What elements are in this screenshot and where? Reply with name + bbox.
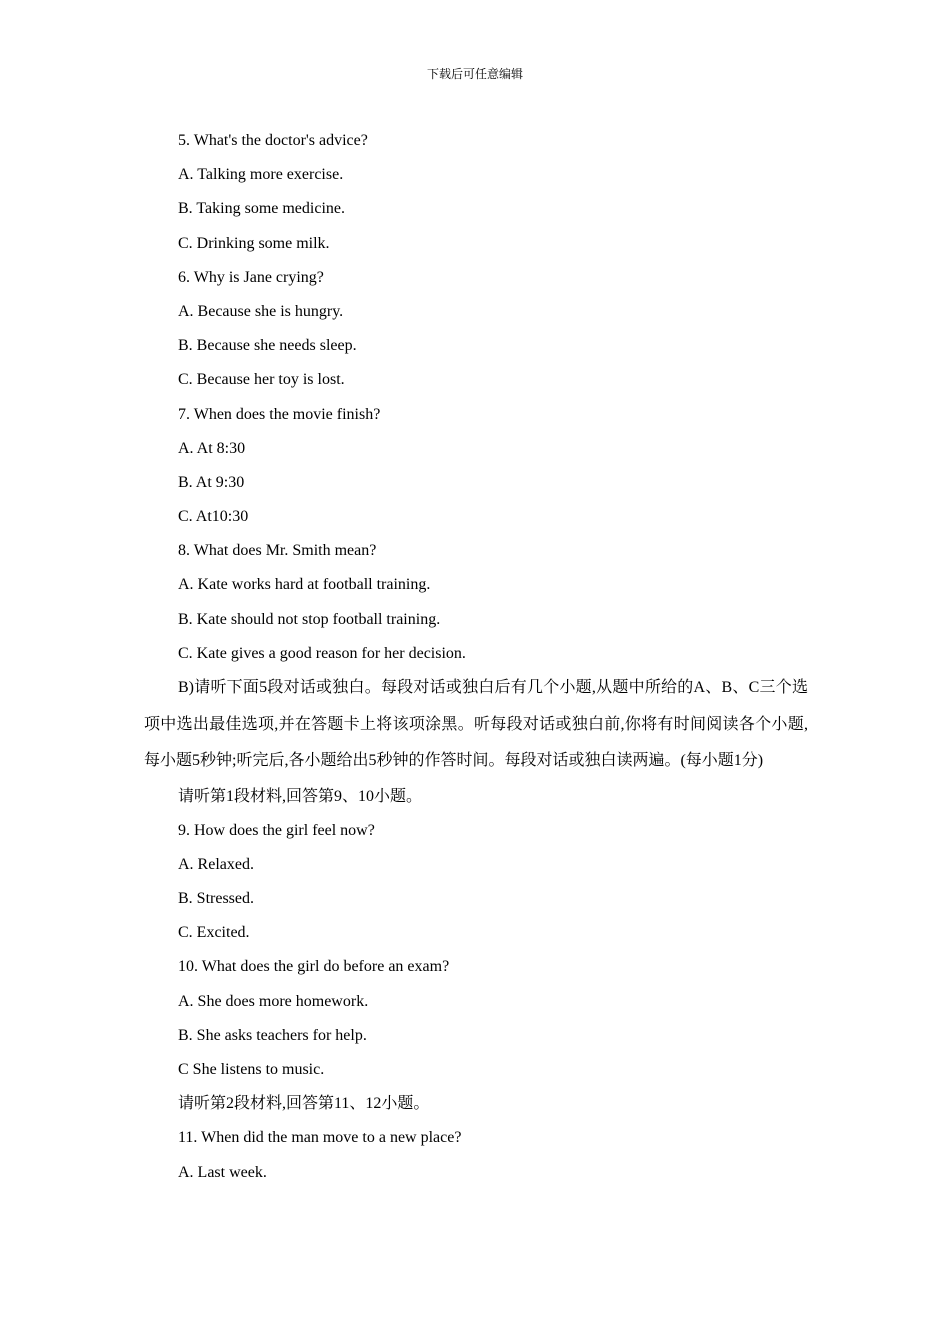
answer-option: C. Drinking some milk. (178, 234, 330, 252)
answer-option: A. She does more homework. (178, 992, 369, 1010)
material-instruction: 请听第1段材料,回答第9、10小题。 (178, 787, 423, 805)
answer-option: B. Stressed. (178, 890, 254, 908)
question-text: 9. How does the girl feel now? (178, 821, 375, 839)
answer-option: A. Relaxed. (178, 855, 254, 873)
section-b-instructions: B)请听下面5段对话或独白。每段对话或独白后有几个小题,从题中所给的A、B、C三个选项中选出最佳选项,并在答题卡上将该项涂黑。听每段对话或独白前,你将有时间阅读各个小题,每小题5秒钟;听完后,各小题给出5秒钟的作答时间。每段对话或独白读两遍。(每小题1分) (144, 679, 808, 769)
answer-option: B. Taking some medicine. (178, 200, 345, 218)
answer-option: B. At 9:30 (178, 473, 245, 491)
answer-option: C. Because her toy is lost. (178, 371, 345, 389)
answer-option: A. Last week. (178, 1163, 267, 1181)
answer-option: C. Kate gives a good reason for her decision. (178, 644, 466, 662)
answer-option: A. At 8:30 (178, 439, 246, 457)
questions-5-to-8 (144, 124, 808, 671)
question-text: 7. When does the movie finish? (178, 405, 381, 423)
document-body (144, 124, 808, 1190)
questions-9-to-11 (144, 780, 808, 1190)
answer-option: B. Kate should not stop football training. (178, 610, 441, 628)
question-text: 5. What's the doctor's advice? (178, 132, 368, 149)
answer-option: A. Kate works hard at football training. (178, 576, 431, 594)
answer-option: A. Talking more exercise. (178, 166, 344, 184)
answer-option: A. Because she is hungry. (178, 302, 344, 320)
section-b-block (144, 670, 808, 780)
answer-option: B. Because she needs sleep. (178, 337, 357, 355)
material-instruction: 请听第2段材料,回答第11、12小题。 (178, 1095, 430, 1113)
answer-option: C. Excited. (178, 924, 250, 942)
question-text: 11. When did the man move to a new place? (178, 1129, 462, 1147)
question-text: 8. What does Mr. Smith mean? (178, 542, 377, 560)
question-text: 6. Why is Jane crying? (178, 268, 324, 286)
answer-option: C. At10:30 (178, 508, 249, 526)
question-text: 10. What does the girl do before an exam? (178, 958, 450, 976)
page-header: 下载后可任意编辑 (426, 67, 523, 81)
answer-option: C She listens to music. (178, 1061, 325, 1078)
answer-option: B. She asks teachers for help. (178, 1026, 367, 1044)
